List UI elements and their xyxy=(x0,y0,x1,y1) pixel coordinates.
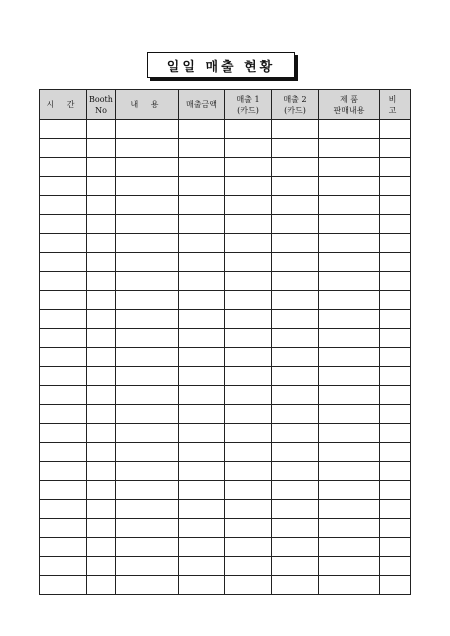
table-cell xyxy=(116,329,179,348)
table-cell xyxy=(380,234,411,253)
header-sales-amount-label: 매출금액 xyxy=(186,100,217,109)
table-cell xyxy=(40,310,87,329)
table-cell xyxy=(40,253,87,272)
table-row xyxy=(40,481,411,500)
table-cell xyxy=(40,291,87,310)
table-cell xyxy=(225,367,272,386)
table-cell xyxy=(116,215,179,234)
table-cell xyxy=(319,576,380,595)
table-cell xyxy=(272,405,319,424)
table-cell xyxy=(272,481,319,500)
table-row xyxy=(40,538,411,557)
table-cell xyxy=(87,253,116,272)
table-row xyxy=(40,291,411,310)
table-cell xyxy=(40,158,87,177)
table-cell xyxy=(87,443,116,462)
table-cell xyxy=(87,405,116,424)
table-cell xyxy=(40,481,87,500)
table-cell xyxy=(87,367,116,386)
table-row xyxy=(40,329,411,348)
table-cell xyxy=(225,158,272,177)
table-row xyxy=(40,120,411,139)
table-cell xyxy=(225,272,272,291)
table-cell xyxy=(116,310,179,329)
table-cell xyxy=(40,443,87,462)
table-cell xyxy=(87,291,116,310)
table-cell xyxy=(179,462,225,481)
table-cell xyxy=(319,291,380,310)
header-booth-line1: Booth xyxy=(89,94,113,104)
table-row xyxy=(40,424,411,443)
table-cell xyxy=(380,386,411,405)
header-time xyxy=(40,90,87,120)
table-cell xyxy=(40,234,87,253)
table-cell xyxy=(319,139,380,158)
table-cell xyxy=(272,253,319,272)
table-cell xyxy=(225,310,272,329)
table-cell xyxy=(87,576,116,595)
table-cell xyxy=(319,348,380,367)
table-cell xyxy=(225,291,272,310)
table-cell xyxy=(225,576,272,595)
table-cell xyxy=(40,386,87,405)
table-row xyxy=(40,576,411,595)
table-cell xyxy=(225,405,272,424)
table-row xyxy=(40,177,411,196)
table-cell xyxy=(116,234,179,253)
table-cell xyxy=(40,139,87,158)
table-cell xyxy=(87,272,116,291)
table-cell xyxy=(179,253,225,272)
table-cell xyxy=(179,310,225,329)
table-cell xyxy=(225,234,272,253)
table-cell xyxy=(380,519,411,538)
table-cell xyxy=(225,500,272,519)
page-title: 일일 매출 현황 xyxy=(166,59,276,75)
table-cell xyxy=(179,538,225,557)
header-sales-2 xyxy=(272,90,319,120)
header-booth-line2: No xyxy=(95,105,107,115)
table-cell xyxy=(225,196,272,215)
table-cell xyxy=(319,272,380,291)
table-cell xyxy=(179,329,225,348)
table-cell xyxy=(225,329,272,348)
table-row xyxy=(40,443,411,462)
header-remarks xyxy=(380,90,411,120)
table-cell xyxy=(225,348,272,367)
table-cell xyxy=(87,538,116,557)
table-cell xyxy=(272,538,319,557)
table-cell xyxy=(87,196,116,215)
table-cell xyxy=(179,557,225,576)
table-row xyxy=(40,405,411,424)
table-cell xyxy=(116,538,179,557)
table-row xyxy=(40,386,411,405)
table-cell xyxy=(116,576,179,595)
table-cell xyxy=(272,196,319,215)
table-row xyxy=(40,462,411,481)
table-cell xyxy=(319,500,380,519)
table-cell xyxy=(272,215,319,234)
table-cell xyxy=(116,348,179,367)
table-cell xyxy=(40,424,87,443)
header-time-label: 시 간 xyxy=(46,100,80,109)
table-cell xyxy=(116,120,179,139)
table-cell xyxy=(272,272,319,291)
table-row xyxy=(40,253,411,272)
table-cell xyxy=(87,234,116,253)
table-row xyxy=(40,272,411,291)
table-cell xyxy=(225,424,272,443)
table-cell xyxy=(319,367,380,386)
table-cell xyxy=(116,519,179,538)
table-cell xyxy=(380,120,411,139)
table-cell xyxy=(116,158,179,177)
table-cell xyxy=(380,177,411,196)
table-cell xyxy=(272,158,319,177)
table-cell xyxy=(225,519,272,538)
table-cell xyxy=(40,538,87,557)
table-cell xyxy=(179,139,225,158)
table-cell xyxy=(380,291,411,310)
header-remarks-label: 비 고 xyxy=(388,94,402,115)
table-cell xyxy=(380,462,411,481)
table-row xyxy=(40,234,411,253)
header-product-line1: 제 품 xyxy=(340,94,358,104)
table-cell xyxy=(179,196,225,215)
header-row xyxy=(40,90,411,120)
table-cell xyxy=(179,177,225,196)
table-cell xyxy=(179,519,225,538)
table-cell xyxy=(116,367,179,386)
header-sales-amount xyxy=(179,90,225,120)
table-cell xyxy=(380,139,411,158)
table-cell xyxy=(225,481,272,500)
header-sales-2-line2: (카드) xyxy=(284,105,306,115)
table-cell xyxy=(225,462,272,481)
table-cell xyxy=(87,462,116,481)
table-cell xyxy=(380,538,411,557)
header-product-line2: 판매내용 xyxy=(333,105,365,115)
table-cell xyxy=(319,215,380,234)
table-cell xyxy=(225,253,272,272)
table-cell xyxy=(179,215,225,234)
table-cell xyxy=(272,500,319,519)
table-cell xyxy=(380,348,411,367)
table-row xyxy=(40,196,411,215)
table-cell xyxy=(40,462,87,481)
table-cell xyxy=(319,177,380,196)
table-cell xyxy=(380,329,411,348)
table-cell xyxy=(40,367,87,386)
table-cell xyxy=(380,253,411,272)
table-cell xyxy=(225,538,272,557)
header-sales-2-line1: 매출 2 xyxy=(283,94,307,104)
table-cell xyxy=(179,234,225,253)
table-cell xyxy=(272,291,319,310)
header-sales-1-line1: 매출 1 xyxy=(236,94,260,104)
table-body xyxy=(40,120,411,595)
table-cell xyxy=(87,310,116,329)
table-cell xyxy=(319,158,380,177)
table-cell xyxy=(179,272,225,291)
table-cell xyxy=(179,576,225,595)
table-cell xyxy=(116,557,179,576)
table-cell xyxy=(179,386,225,405)
table-cell xyxy=(380,405,411,424)
table-cell xyxy=(179,500,225,519)
table-cell xyxy=(116,405,179,424)
table-cell xyxy=(40,196,87,215)
table-cell xyxy=(87,424,116,443)
table-cell xyxy=(179,367,225,386)
table-cell xyxy=(116,272,179,291)
table-cell xyxy=(40,215,87,234)
table-cell xyxy=(179,348,225,367)
table-cell xyxy=(272,386,319,405)
table-row xyxy=(40,500,411,519)
table-cell xyxy=(380,576,411,595)
table-cell xyxy=(272,234,319,253)
table-cell xyxy=(225,120,272,139)
table-cell xyxy=(225,557,272,576)
table-cell xyxy=(87,215,116,234)
table-cell xyxy=(272,348,319,367)
table-cell xyxy=(116,177,179,196)
table-cell xyxy=(179,405,225,424)
table-cell xyxy=(87,177,116,196)
table-cell xyxy=(272,424,319,443)
table-cell xyxy=(319,481,380,500)
table-cell xyxy=(40,348,87,367)
table-row xyxy=(40,158,411,177)
table-cell xyxy=(225,177,272,196)
table-cell xyxy=(87,519,116,538)
table-row xyxy=(40,367,411,386)
table-cell xyxy=(380,196,411,215)
table-cell xyxy=(40,519,87,538)
table-cell xyxy=(272,310,319,329)
table-cell xyxy=(225,386,272,405)
table-cell xyxy=(272,177,319,196)
table-cell xyxy=(319,519,380,538)
daily-sales-table xyxy=(39,89,411,595)
table-row xyxy=(40,139,411,158)
table-cell xyxy=(116,424,179,443)
table-cell xyxy=(87,120,116,139)
table-cell xyxy=(272,367,319,386)
table-cell xyxy=(40,405,87,424)
table-cell xyxy=(319,424,380,443)
table-cell xyxy=(319,310,380,329)
table-cell xyxy=(179,158,225,177)
table-cell xyxy=(116,481,179,500)
table-cell xyxy=(40,177,87,196)
table-cell xyxy=(319,234,380,253)
table-cell xyxy=(272,329,319,348)
table-row xyxy=(40,215,411,234)
table-cell xyxy=(179,424,225,443)
table-cell xyxy=(319,557,380,576)
table-cell xyxy=(319,538,380,557)
table-cell xyxy=(380,272,411,291)
table-cell xyxy=(116,386,179,405)
table-cell xyxy=(380,310,411,329)
table-cell xyxy=(225,215,272,234)
table-cell xyxy=(319,405,380,424)
table-cell xyxy=(87,139,116,158)
table-cell xyxy=(380,424,411,443)
table-cell xyxy=(319,196,380,215)
table-cell xyxy=(116,462,179,481)
table-cell xyxy=(40,557,87,576)
table-cell xyxy=(87,158,116,177)
table-cell xyxy=(380,367,411,386)
table-cell xyxy=(272,519,319,538)
table-cell xyxy=(225,139,272,158)
table-cell xyxy=(87,348,116,367)
table-cell xyxy=(87,557,116,576)
table-cell xyxy=(40,329,87,348)
header-sales-1 xyxy=(225,90,272,120)
table-cell xyxy=(87,329,116,348)
table-cell xyxy=(272,557,319,576)
table-cell xyxy=(272,462,319,481)
table-cell xyxy=(319,329,380,348)
table-cell xyxy=(272,443,319,462)
header-booth-no xyxy=(87,90,116,120)
table-cell xyxy=(380,557,411,576)
table-cell xyxy=(380,500,411,519)
table-row xyxy=(40,310,411,329)
table-cell xyxy=(116,291,179,310)
table-cell xyxy=(40,576,87,595)
table-cell xyxy=(116,196,179,215)
table-cell xyxy=(179,443,225,462)
table-cell xyxy=(87,481,116,500)
header-product xyxy=(319,90,380,120)
table-cell xyxy=(116,443,179,462)
table-cell xyxy=(179,120,225,139)
table-cell xyxy=(116,253,179,272)
table-cell xyxy=(87,386,116,405)
table-cell xyxy=(380,443,411,462)
title-box xyxy=(147,52,295,78)
table-cell xyxy=(225,443,272,462)
table-cell xyxy=(319,253,380,272)
table-cell xyxy=(40,500,87,519)
table-cell xyxy=(319,120,380,139)
header-sales-1-line2: (카드) xyxy=(237,105,259,115)
table-row xyxy=(40,557,411,576)
table-cell xyxy=(380,215,411,234)
table-row xyxy=(40,519,411,538)
table-cell xyxy=(272,120,319,139)
table-cell xyxy=(179,481,225,500)
table-cell xyxy=(40,272,87,291)
header-content-label: 내 용 xyxy=(130,100,164,109)
table-cell xyxy=(272,139,319,158)
table-row xyxy=(40,348,411,367)
table-cell xyxy=(87,500,116,519)
table-cell xyxy=(40,120,87,139)
table-cell xyxy=(380,158,411,177)
table-cell xyxy=(179,291,225,310)
table-cell xyxy=(319,443,380,462)
table-cell xyxy=(116,139,179,158)
table-cell xyxy=(116,500,179,519)
table-cell xyxy=(319,386,380,405)
table-cell xyxy=(380,481,411,500)
header-content xyxy=(116,90,179,120)
table-cell xyxy=(319,462,380,481)
table-cell xyxy=(272,576,319,595)
